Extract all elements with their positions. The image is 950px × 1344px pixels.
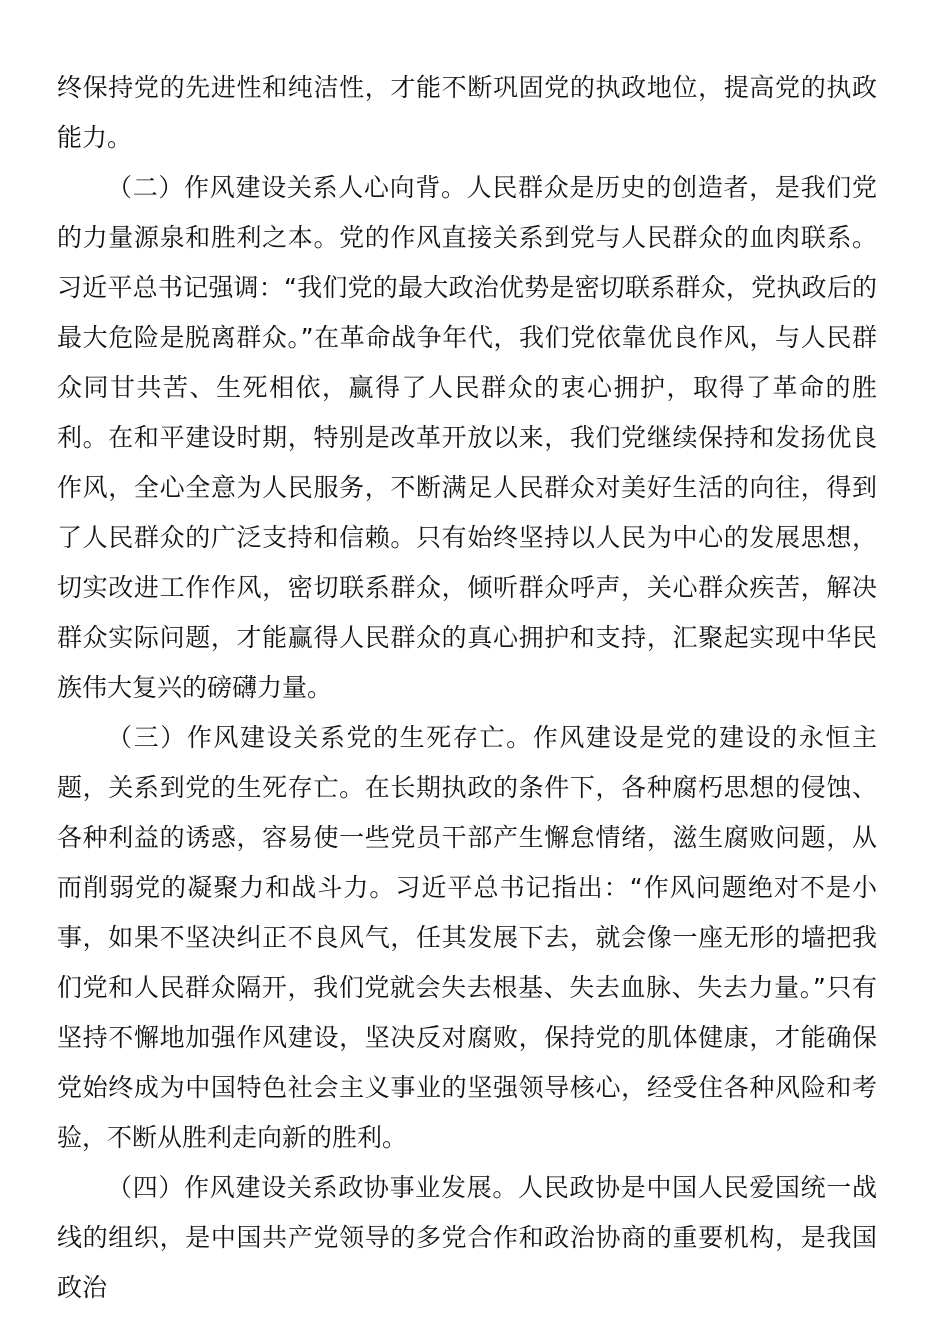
paragraph-continued: 终保持党的先进性和纯洁性，才能不断巩固党的执政地位，提高党的执政能力。	[57, 73, 877, 152]
paragraph-section-3: （三）作风建设关系党的生死存亡。作风建设是党的建设的永恒主题，关系到党的生死存亡。在长期执政的条件下，各种腐朽思想的侵蚀、各种利益的诱惑，容易使一些党员干部产生懈怠情绪，滋生腐败问题，从而削弱党的凝聚力和战斗力。习近平总书记指出：“作风问题绝对不是小事，如果不坚决纠正不良风气，任其发展下去，就会像一座无形的墙把我们党和人民群众隔开，我们党就会失去根基、失去血脉、失去力量。”只有坚持不懈地加强作风建设，坚决反对腐败，保持党的肌体健康，才能确保党始终成为中国特色社会主义事业的坚强领导核心，经受住各种风险和考验，不断从胜利走向新的胜利。	[57, 723, 877, 1152]
document-body	[57, 63, 877, 1313]
paragraph-section-2: （二）作风建设关系人心向背。人民群众是历史的创造者，是我们党的力量源泉和胜利之本。党的作风直接关系到党与人民群众的血肉联系。习近平总书记强调：“我们党的最大政治优势是密切联系群众，党执政后的最大危险是脱离群众。”在革命战争年代，我们党依靠优良作风，与人民群众同甘共苦、生死相依，赢得了人民群众的衷心拥护，取得了革命的胜利。在和平建设时期，特别是改革开放以来，我们党继续保持和发扬优良作风，全心全意为人民服务，不断满足人民群众对美好生活的向往，得到了人民群众的广泛支持和信赖。只有始终坚持以人民为中心的发展思想，切实改进工作作风，密切联系群众，倾听群众呼声，关心群众疾苦，解决群众实际问题，才能赢得人民群众的真心拥护和支持，汇聚起实现中华民族伟大复兴的磅礴力量。	[57, 173, 877, 702]
paragraph-section-4: （四）作风建设关系政协事业发展。人民政协是中国人民爱国统一战线的组织，是中国共产党领导的多党合作和政治协商的重要机构，是我国政治	[57, 1173, 877, 1302]
